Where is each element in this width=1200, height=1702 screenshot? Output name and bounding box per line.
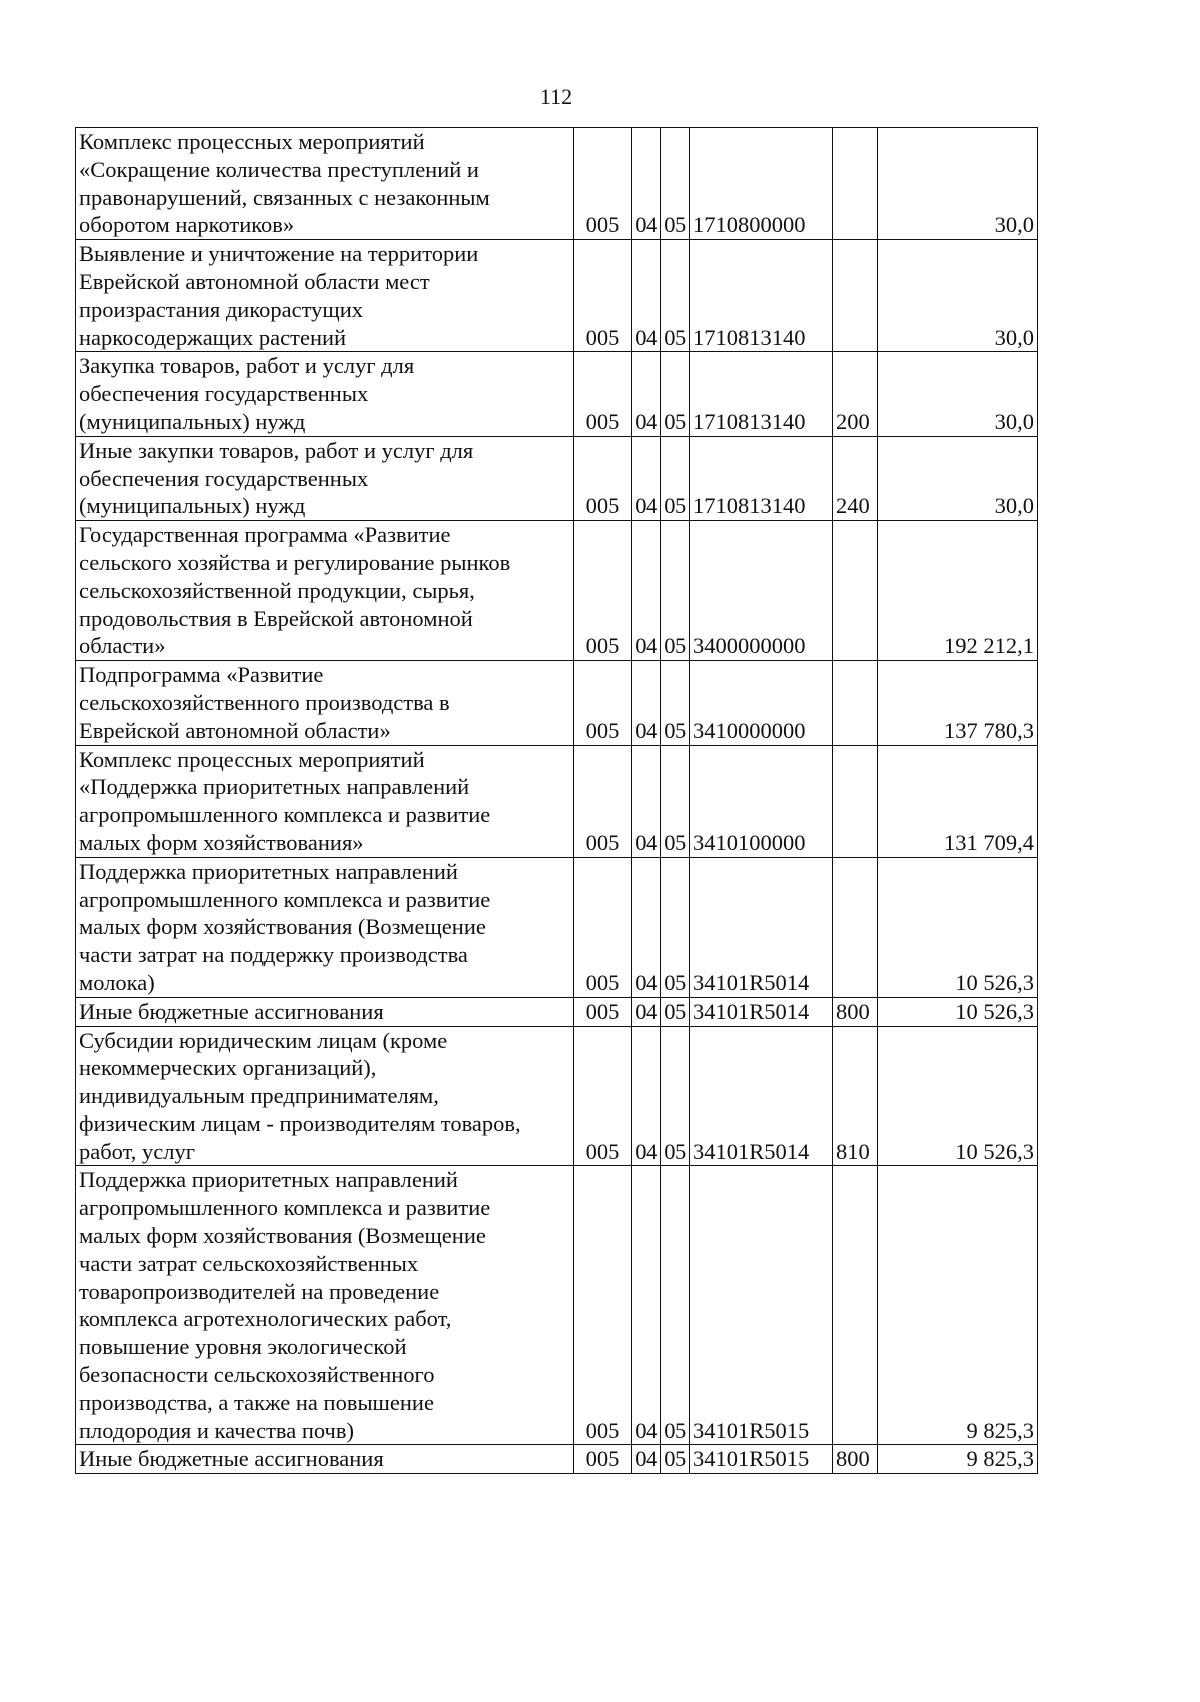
target-article-cell: 34101R5014 <box>690 997 833 1026</box>
item-name-cell <box>76 352 574 436</box>
table-row <box>76 661 1038 745</box>
grbs-code-cell: 005 <box>574 1445 632 1474</box>
section-code-cell: 04 <box>632 436 661 520</box>
subsection-code-cell: 05 <box>661 352 690 436</box>
item-name-line: работ, услуг <box>79 1138 195 1164</box>
item-name-line: Иные закупки товаров, работ и услуг для <box>79 437 474 463</box>
expense-type-cell: 810 <box>833 1026 878 1166</box>
item-name-line: (муниципальных) нужд <box>79 408 306 434</box>
section-code-cell: 04 <box>632 661 661 745</box>
item-name-line: Субсидии юридическим лицам (кроме <box>79 1027 448 1053</box>
item-name-line: производства, а также на повышение <box>79 1389 434 1415</box>
expense-type-cell <box>833 521 878 661</box>
expense-type-cell <box>833 857 878 997</box>
section-code-cell: 04 <box>632 745 661 857</box>
table-row <box>76 857 1038 997</box>
grbs-code-cell: 005 <box>574 857 632 997</box>
table-row <box>76 240 1038 352</box>
expense-type-cell <box>833 240 878 352</box>
item-name-line: Комплекс процессных мероприятий <box>79 129 425 154</box>
item-name-line: плодородия и качества почв) <box>79 1417 354 1443</box>
grbs-code-cell: 005 <box>574 661 632 745</box>
item-name-line: обеспечения государственных <box>79 381 369 407</box>
page-number: 112 <box>539 84 573 109</box>
item-name-line: агропромышленного комплекса и развитие <box>79 802 491 828</box>
item-name-line: части затрат на поддержку производства <box>79 942 468 968</box>
target-article-cell: 34101R5015 <box>690 1166 833 1445</box>
item-name-line: малых форм хозяйствования» <box>79 829 364 855</box>
budget-table-body <box>76 128 1038 1474</box>
target-article-cell: 3410000000 <box>690 661 833 745</box>
item-name-line: Иные бюджетные ассигнования <box>79 1446 384 1472</box>
table-row <box>76 1166 1038 1445</box>
section-code-cell: 04 <box>632 1445 661 1474</box>
expense-type-cell <box>833 745 878 857</box>
item-name-line: малых форм хозяйствования (Возмещение <box>79 1223 486 1249</box>
grbs-code-cell: 005 <box>574 352 632 436</box>
table-row <box>76 745 1038 857</box>
section-code-cell: 04 <box>632 352 661 436</box>
expense-type-cell: 800 <box>833 1445 878 1474</box>
amount-cell: 30,0 <box>878 352 1038 436</box>
item-name-line: Выявление и уничтожение на территории <box>79 241 479 267</box>
item-name-line: сельского хозяйства и регулирование рынков <box>79 549 511 575</box>
item-name-line: продовольствия в Еврейской автономной <box>79 605 473 631</box>
item-name-line: произрастания дикорастущих <box>79 296 363 322</box>
target-article-cell: 1710813140 <box>690 352 833 436</box>
subsection-code-cell: 05 <box>661 436 690 520</box>
item-name-cell <box>76 521 574 661</box>
grbs-code-cell: 005 <box>574 436 632 520</box>
expense-type-cell: 200 <box>833 352 878 436</box>
expense-type-cell: 800 <box>833 997 878 1026</box>
item-name-line: Поддержка приоритетных направлений <box>79 858 458 884</box>
subsection-code-cell: 05 <box>661 997 690 1026</box>
subsection-code-cell: 05 <box>661 1445 690 1474</box>
grbs-code-cell: 005 <box>574 1166 632 1445</box>
expense-type-cell <box>833 661 878 745</box>
item-name-line: Еврейской автономной области мест <box>79 268 430 294</box>
item-name-cell <box>76 1026 574 1166</box>
target-article-cell: 1710813140 <box>690 240 833 352</box>
item-name-line: «Поддержка приоритетных направлений <box>79 774 470 800</box>
item-name-cell <box>76 1166 574 1445</box>
subsection-code-cell: 05 <box>661 521 690 661</box>
table-row <box>76 128 1038 240</box>
item-name-line: комплекса агротехнологических работ, <box>79 1306 452 1332</box>
grbs-code-cell: 005 <box>574 240 632 352</box>
expense-type-cell <box>833 128 878 240</box>
item-name-line: товаропроизводителей на проведение <box>79 1278 440 1304</box>
expense-type-cell <box>833 1166 878 1445</box>
subsection-code-cell: 05 <box>661 745 690 857</box>
table-row <box>76 352 1038 436</box>
item-name-line: индивидуальным предпринимателям, <box>79 1083 439 1109</box>
item-name-line: обеспечения государственных <box>79 465 369 491</box>
subsection-code-cell: 05 <box>661 1166 690 1445</box>
amount-cell: 10 526,3 <box>878 997 1038 1026</box>
item-name-line: (муниципальных) нужд <box>79 493 306 519</box>
item-name-line: Подпрограмма «Развитие <box>79 662 324 688</box>
amount-cell: 9 825,3 <box>878 1166 1038 1445</box>
expense-type-cell: 240 <box>833 436 878 520</box>
item-name-line: некоммерческих организаций), <box>79 1055 377 1081</box>
item-name-line: оборотом наркотиков» <box>79 212 295 238</box>
item-name-line: наркосодержащих растений <box>79 324 347 350</box>
item-name-line: малых форм хозяйствования (Возмещение <box>79 914 486 940</box>
target-article-cell: 34101R5015 <box>690 1445 833 1474</box>
item-name-cell <box>76 240 574 352</box>
grbs-code-cell: 005 <box>574 745 632 857</box>
item-name-line: Еврейской автономной области» <box>79 717 391 743</box>
item-name-line: повышение уровня экологической <box>79 1334 407 1360</box>
amount-cell: 137 780,3 <box>878 661 1038 745</box>
target-article-cell: 1710800000 <box>690 128 833 240</box>
subsection-code-cell: 05 <box>661 128 690 240</box>
target-article-cell: 34101R5014 <box>690 857 833 997</box>
item-name-cell <box>76 661 574 745</box>
grbs-code-cell: 005 <box>574 1026 632 1166</box>
amount-cell: 131 709,4 <box>878 745 1038 857</box>
section-code-cell: 04 <box>632 1026 661 1166</box>
grbs-code-cell: 005 <box>574 521 632 661</box>
section-code-cell: 04 <box>632 240 661 352</box>
item-name-cell <box>76 745 574 857</box>
table-row <box>76 997 1038 1026</box>
amount-cell: 192 212,1 <box>878 521 1038 661</box>
grbs-code-cell: 005 <box>574 128 632 240</box>
item-name-line: Поддержка приоритетных направлений <box>79 1167 458 1193</box>
subsection-code-cell: 05 <box>661 1026 690 1166</box>
item-name-line: области» <box>79 633 166 659</box>
amount-cell: 10 526,3 <box>878 857 1038 997</box>
section-code-cell: 04 <box>632 857 661 997</box>
amount-cell: 30,0 <box>878 128 1038 240</box>
item-name-line: Иные бюджетные ассигнования <box>79 998 384 1024</box>
item-name-cell <box>76 1445 574 1474</box>
section-code-cell: 04 <box>632 1166 661 1445</box>
item-name-cell <box>76 436 574 520</box>
table-row <box>76 521 1038 661</box>
amount-cell: 30,0 <box>878 240 1038 352</box>
item-name-line: молока) <box>79 969 155 995</box>
section-code-cell: 04 <box>632 128 661 240</box>
item-name-line: физическим лицам - производителям товаров, <box>79 1110 521 1136</box>
section-code-cell: 04 <box>632 997 661 1026</box>
item-name-line: Государственная программа «Развитие <box>79 522 451 548</box>
table-row <box>76 1445 1038 1474</box>
subsection-code-cell: 05 <box>661 661 690 745</box>
item-name-cell <box>76 997 574 1026</box>
item-name-line: сельскохозяйственного производства в <box>79 689 450 715</box>
item-name-line: Закупка товаров, работ и услуг для <box>79 353 415 379</box>
target-article-cell: 1710813140 <box>690 436 833 520</box>
item-name-line: Комплекс процессных мероприятий <box>79 746 425 772</box>
item-name-line: сельскохозяйственной продукции, сырья, <box>79 577 475 603</box>
target-article-cell: 34101R5014 <box>690 1026 833 1166</box>
item-name-line: «Сокращение количества преступлений и <box>79 156 479 182</box>
subsection-code-cell: 05 <box>661 857 690 997</box>
item-name-cell <box>76 128 574 240</box>
table-row <box>76 1026 1038 1166</box>
item-name-line: правонарушений, связанных с незаконным <box>79 184 490 210</box>
item-name-line: агропромышленного комплекса и развитие <box>79 886 491 912</box>
subsection-code-cell: 05 <box>661 240 690 352</box>
item-name-line: безопасности сельскохозяйственного <box>79 1362 435 1388</box>
item-name-line: части затрат сельскохозяйственных <box>79 1250 419 1276</box>
grbs-code-cell: 005 <box>574 997 632 1026</box>
amount-cell: 30,0 <box>878 436 1038 520</box>
table-row <box>76 436 1038 520</box>
target-article-cell: 3400000000 <box>690 521 833 661</box>
item-name-line: агропромышленного комплекса и развитие <box>79 1195 491 1221</box>
item-name-cell <box>76 857 574 997</box>
section-code-cell: 04 <box>632 521 661 661</box>
budget-table <box>75 127 1038 1474</box>
amount-cell: 10 526,3 <box>878 1026 1038 1166</box>
amount-cell: 9 825,3 <box>878 1445 1038 1474</box>
target-article-cell: 3410100000 <box>690 745 833 857</box>
